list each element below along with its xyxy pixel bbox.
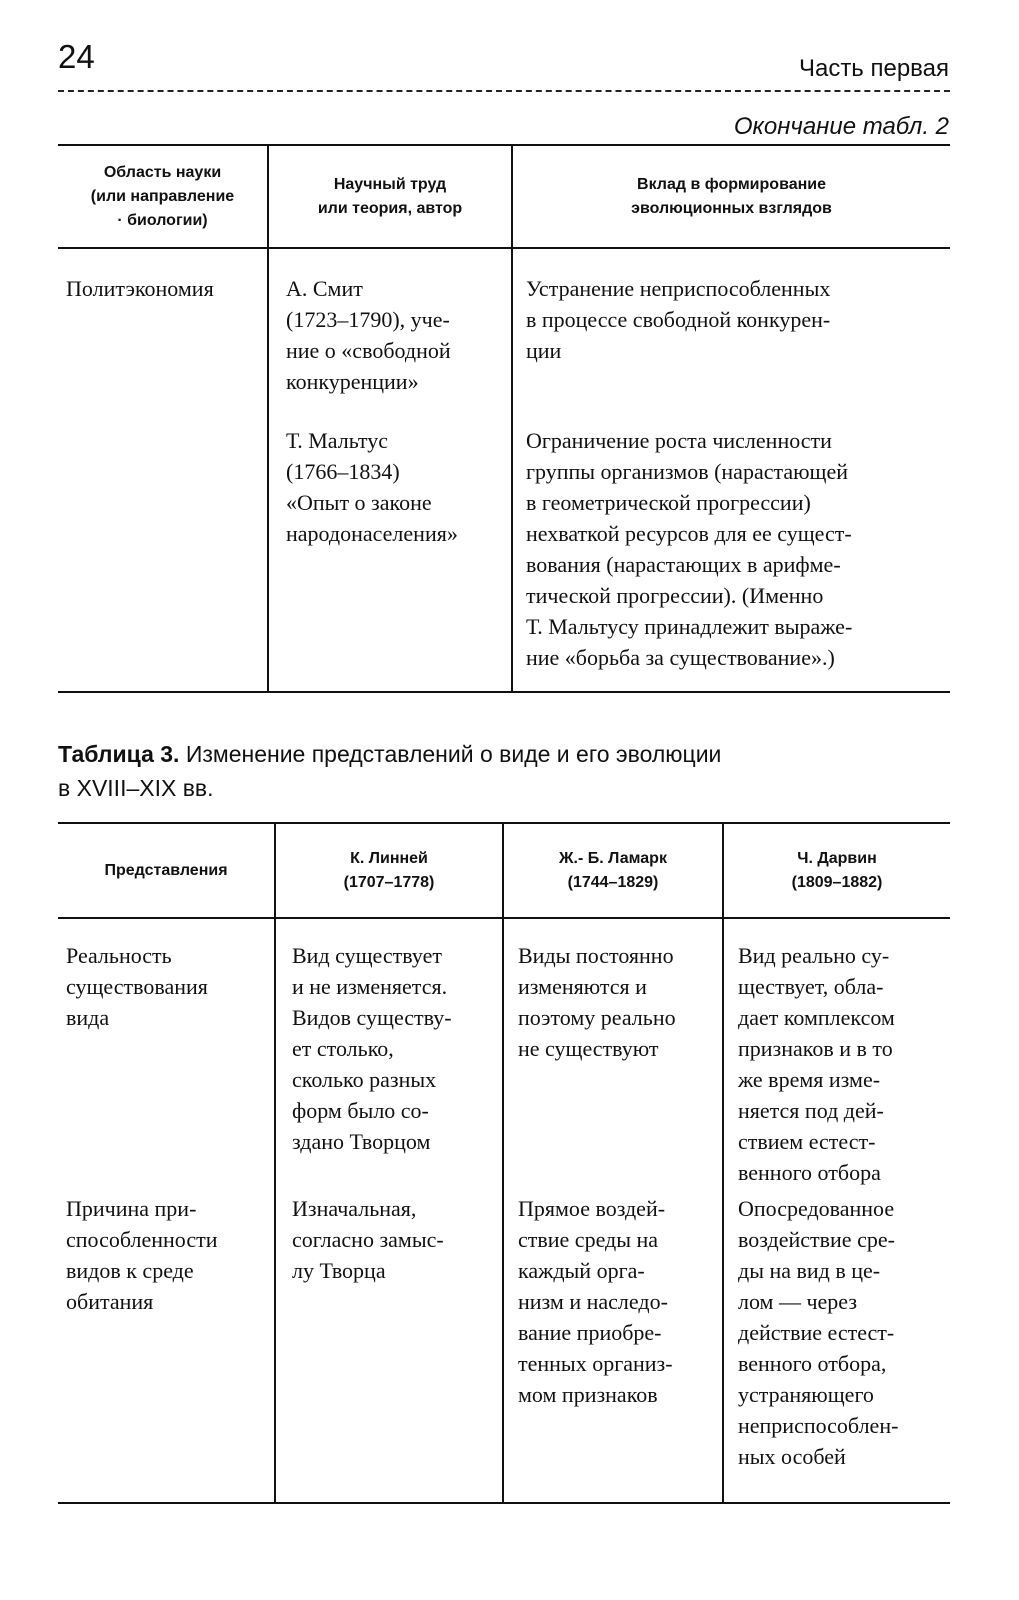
table3-cell: Виды постоянно изменяются и поэтому реально не существуют bbox=[518, 943, 676, 1061]
table3-cell: Реальность существования вида bbox=[66, 943, 208, 1030]
table3-cell: Причина при- способленности видов к среде обитания bbox=[66, 1196, 218, 1314]
table2-col-contribution: Вклад в формирование эволюционных взглядов bbox=[512, 145, 950, 248]
table-row bbox=[58, 918, 950, 1193]
table-row bbox=[58, 1193, 950, 1503]
table3-title-label: Таблица 3. bbox=[58, 741, 180, 767]
table2-contribution-malthus: Ограничение роста численности группы организмов (нарастающей в геометрической прогрессии) нехваткой ресурсов для ее сущест- вования (нарастающих в арифме- тической прогрессии). (Именно Т. Мальтусу принадлежит выраже- ние «борьба за существование».) bbox=[526, 428, 853, 670]
table-row bbox=[58, 248, 950, 692]
table3 bbox=[58, 822, 950, 1504]
table3-cell: Прямое воздей- ствие среды на каждый орга- низм и наследо- вание приобре- тенных организ- мом признаков bbox=[518, 1196, 673, 1407]
table2-work-smith: А. Смит (1723–1790), уче- ние о «свободной конкуренции» bbox=[286, 276, 451, 394]
table3-cell: Вид существует и не изменяется. Видов существу- ет столько, сколько разных форм было со- здано Творцом bbox=[292, 943, 452, 1154]
table3-title-text: Изменение представлений о виде и его эволюции bbox=[179, 741, 722, 767]
header-divider bbox=[58, 90, 950, 92]
page-number: 24 bbox=[58, 38, 95, 75]
table3-cell: Опосредованное воздействие сре- ды на вид в це- лом — через действие естест- венного отбора, устраняющего неприспособлен- ных особей bbox=[738, 1196, 899, 1469]
table2 bbox=[58, 144, 950, 693]
table2-field-cell: Политэкономия bbox=[66, 276, 214, 301]
table3-col-linnaeus: К. Линней (1707–1778) bbox=[275, 823, 503, 918]
table3-cell: Изначальная, согласно замыс- лу Творца bbox=[292, 1196, 444, 1283]
table3-col-lamarck: Ж.- Б. Ламарк (1744–1829) bbox=[503, 823, 723, 918]
running-header: Часть первая bbox=[798, 55, 949, 82]
table2-work-malthus: Т. Мальтус (1766–1834) «Опыт о законе народонаселения» bbox=[286, 428, 458, 546]
table2-col-field: Область науки (или направление · биологии) bbox=[58, 145, 268, 248]
table3-header-row bbox=[58, 823, 950, 918]
table2-col-work: Научный труд или теория, автор bbox=[268, 145, 512, 248]
table3-col-darwin: Ч. Дарвин (1809–1882) bbox=[723, 823, 950, 918]
table2-contribution-smith: Устранение неприспособленных в процессе свободной конкурен- ции bbox=[526, 276, 831, 363]
table2-continuation-caption: Окончание табл. 2 bbox=[733, 113, 949, 140]
table3-col-concepts: Представления bbox=[58, 823, 275, 918]
table3-title-line2: в XVIII–XIX вв. bbox=[58, 775, 214, 801]
table3-cell: Вид реально су- ществует, обла- дает комплексом признаков и в то же время изме- няется под дей- ствием естест- венного отбора bbox=[738, 943, 895, 1185]
table3-title bbox=[58, 737, 958, 805]
table2-header-row bbox=[58, 145, 950, 248]
